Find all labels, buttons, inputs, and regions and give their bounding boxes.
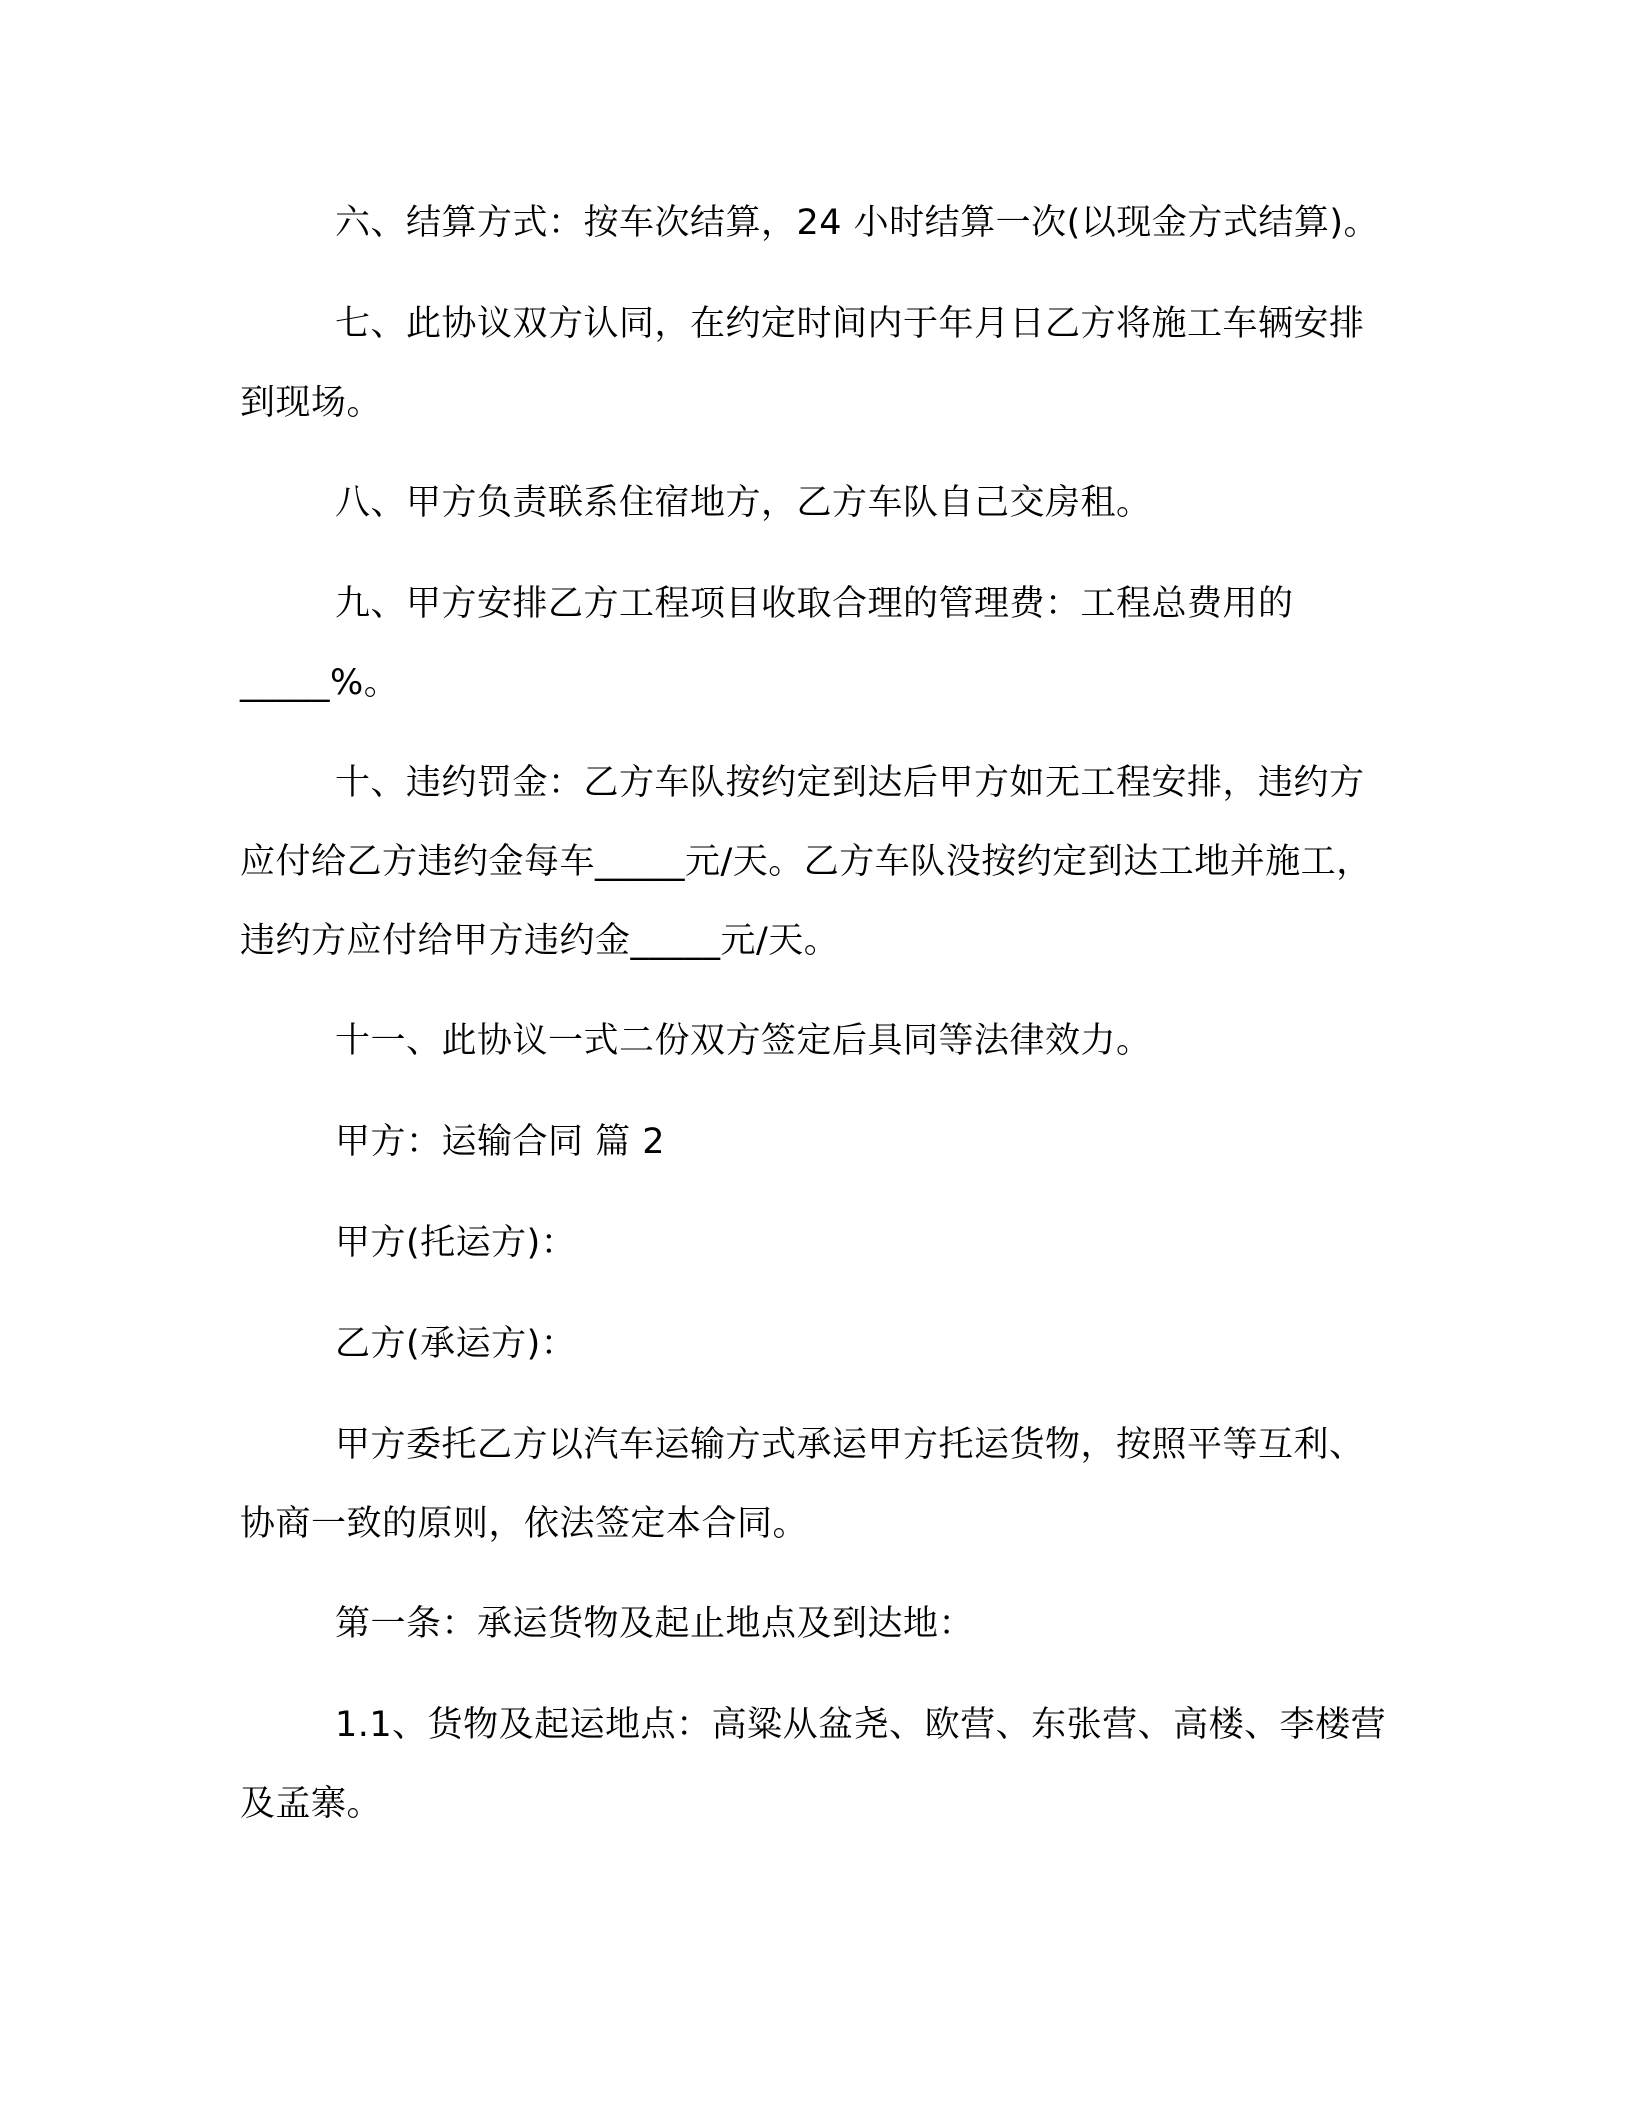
- contract-preamble: 甲方委托乙方以汽车运输方式承运甲方托运货物，按照平等互利、协商一致的原则，依法签定本合同。: [240, 1425, 1365, 1544]
- article-1-1-origin: 1.1、货物及起运地点：高粱从盆尧、欧营、东张营、高楼、李楼营及孟寨。: [240, 1705, 1387, 1824]
- document-body: [240, 184, 1395, 1865]
- clause-7-vehicle-arrangement: 七、此协议双方认同，在约定时间内于年月日乙方将施工车辆安排到现场。: [240, 304, 1365, 423]
- clause-8-accommodation: 八、甲方负责联系住宿地方，乙方车队自己交房租。: [335, 483, 1152, 523]
- clause-9-management-fee: 九、甲方安排乙方工程项目收取合理的管理费：工程总费用的_____%。: [240, 584, 1294, 703]
- party-b-carrier: 乙方(承运方)：: [335, 1324, 577, 1364]
- contract-2-heading: 甲方：运输合同 篇 2: [335, 1122, 666, 1162]
- clause-10-penalty: 十、违约罚金：乙方车队按约定到达后甲方如无工程安排，违约方应付给乙方违约金每车_____元/天。乙方车队没按约定到达工地并施工，违约方应付给甲方违约金_____元/天。: [240, 763, 1372, 961]
- party-a-shipper: 甲方(托运方)：: [335, 1223, 577, 1263]
- article-1-heading: 第一条：承运货物及起止地点及到达地：: [335, 1604, 975, 1644]
- clause-11-copies: 十一、此协议一式二份双方签定后具同等法律效力。: [335, 1021, 1152, 1061]
- clause-6-settlement: 六、结算方式：按车次结算，24 小时结算一次(以现金方式结算)。: [335, 203, 1379, 243]
